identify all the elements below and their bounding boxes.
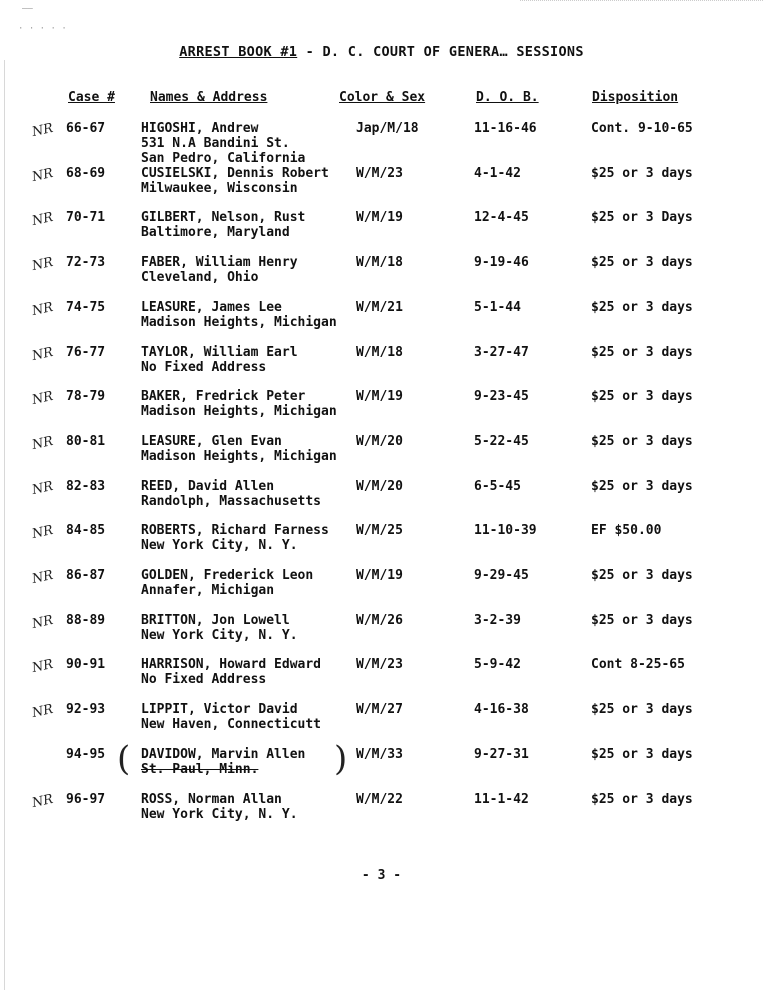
handwritten-nr-mark: NR — [30, 344, 55, 364]
scan-speck: · · · · · — [18, 24, 67, 34]
title-book: ARREST BOOK #1 — [179, 44, 298, 60]
address-line: No Fixed Address — [141, 359, 267, 375]
color-sex: Jap/M/18 — [356, 121, 419, 136]
page-top-edge — [520, 0, 763, 1]
color-sex: W/M/27 — [356, 702, 403, 718]
defendant-name: BRITTON, Jon Lowell — [141, 612, 290, 628]
date-of-birth: 5-1-44 — [474, 299, 521, 315]
disposition: $25 or 3 Days — [591, 210, 693, 226]
date-of-birth: 4-16-38 — [474, 702, 529, 718]
address-line: Milwaukee, Wisconsin — [141, 180, 298, 196]
name-address — [141, 613, 298, 643]
handwritten-nr-mark: NR — [30, 389, 55, 409]
defendant-name: HARRISON, Howard Edward — [141, 657, 322, 673]
name-address — [141, 121, 305, 166]
case-number: 82-83 — [66, 478, 106, 494]
name-address — [141, 210, 305, 240]
case-number: 86-87 — [66, 568, 106, 583]
defendant-name: GILBERT, Nelson, Rust — [141, 210, 306, 226]
table-row — [0, 300, 763, 342]
address-line: Annafer, Michigan — [141, 583, 275, 598]
case-number: 88-89 — [66, 612, 106, 628]
name-address — [141, 434, 337, 464]
name-address — [141, 702, 321, 732]
date-of-birth: 9-19-46 — [474, 255, 529, 271]
disposition: $25 or 3 days — [591, 612, 693, 628]
defendant-name: GOLDEN, Frederick Leon — [141, 568, 314, 583]
defendant-name: DAVIDOW, Marvin Allen — [141, 746, 306, 762]
table-row — [0, 345, 763, 387]
address-line: Madison Heights, Michigan — [141, 404, 337, 420]
color-sex: W/M/23 — [356, 657, 403, 673]
handwritten-nr-mark: NR — [30, 210, 55, 230]
name-address — [141, 523, 329, 553]
table-row — [0, 568, 763, 610]
name-address — [141, 255, 298, 285]
name-address — [141, 345, 298, 375]
disposition: $25 or 3 days — [591, 344, 693, 360]
case-number: 92-93 — [66, 702, 106, 718]
date-of-birth: 3-27-47 — [474, 344, 529, 360]
color-sex: W/M/25 — [356, 523, 403, 539]
scan-speck: —— — [22, 4, 33, 14]
handwritten-nr-mark: NR — [30, 478, 55, 498]
bracket-mark-left: ( — [117, 738, 131, 779]
date-of-birth: 9-23-45 — [474, 389, 529, 405]
case-number: 96-97 — [66, 791, 106, 807]
table-row — [0, 479, 763, 521]
header-colorsex: Color & Sex — [339, 90, 426, 105]
page-title — [0, 44, 763, 60]
color-sex: W/M/19 — [356, 389, 403, 405]
disposition: Cont. 9-10-65 — [591, 121, 693, 136]
table-row — [0, 120, 763, 166]
color-sex: W/M/23 — [356, 165, 403, 181]
date-of-birth: 5-9-42 — [474, 657, 521, 673]
disposition: $25 or 3 days — [591, 389, 693, 405]
address-line: New Haven, Connecticutt — [141, 717, 322, 733]
color-sex: W/M/18 — [356, 255, 403, 271]
name-address — [141, 300, 337, 330]
handwritten-nr-mark: NR — [30, 702, 55, 722]
defendant-name: FABER, William Henry — [141, 255, 298, 271]
handwritten-nr-mark: NR — [30, 791, 55, 811]
date-of-birth: 5-22-45 — [474, 433, 529, 449]
date-of-birth: 11-16-46 — [474, 121, 537, 136]
header-disposition: Disposition — [592, 90, 679, 105]
address-line: New York City, N. Y. — [141, 538, 298, 554]
handwritten-nr-mark: NR — [30, 255, 55, 275]
handwritten-nr-mark: NR — [30, 165, 55, 185]
defendant-name: BAKER, Fredrick Peter — [141, 389, 306, 405]
color-sex: W/M/20 — [356, 478, 403, 494]
date-of-birth: 9-27-31 — [474, 746, 529, 762]
table-row — [0, 166, 763, 208]
address-line: Madison Heights, Michigan — [141, 314, 337, 330]
address-line: St. Paul, Minn. — [141, 761, 259, 777]
table-row — [0, 657, 763, 699]
header-case: Case # — [68, 90, 115, 105]
bracket-mark-right: ) — [334, 738, 348, 779]
disposition: $25 or 3 days — [591, 433, 693, 449]
case-number: 76-77 — [66, 344, 106, 360]
date-of-birth: 3-2-39 — [474, 612, 521, 628]
case-number: 84-85 — [66, 523, 106, 539]
table-row — [0, 613, 763, 655]
address-line: New York City, N. Y. — [141, 627, 298, 643]
defendant-name: CUSIELSKI, Dennis Robert — [141, 165, 329, 181]
handwritten-nr-mark: NR — [30, 299, 55, 319]
name-address — [141, 747, 305, 777]
address-line: San Pedro, California — [141, 151, 306, 166]
address-line: New York City, N. Y. — [141, 806, 298, 822]
disposition: $25 or 3 days — [591, 702, 693, 718]
date-of-birth: 4-1-42 — [474, 165, 521, 181]
disposition: $25 or 3 days — [591, 746, 693, 762]
table-row — [0, 738, 763, 789]
color-sex: W/M/26 — [356, 612, 403, 628]
case-number: 94-95 — [66, 746, 106, 762]
address-line: Madison Heights, Michigan — [141, 448, 337, 464]
case-number: 68-69 — [66, 165, 106, 181]
disposition: $25 or 3 days — [591, 299, 693, 315]
date-of-birth: 11-10-39 — [474, 523, 537, 539]
handwritten-nr-mark: NR — [30, 120, 55, 141]
header-dob: D. O. B. — [476, 90, 539, 105]
name-address — [141, 166, 329, 196]
table-row — [0, 434, 763, 476]
handwritten-nr-mark: NR — [30, 567, 55, 588]
table-row — [0, 255, 763, 297]
name-address — [141, 389, 337, 419]
table-row — [0, 523, 763, 565]
page-number: - 3 - — [361, 868, 402, 883]
color-sex: W/M/33 — [356, 746, 403, 762]
disposition: $25 or 3 days — [591, 478, 693, 494]
disposition: $25 or 3 days — [591, 791, 693, 807]
defendant-name: ROSS, Norman Allan — [141, 791, 282, 807]
case-number: 80-81 — [66, 433, 106, 449]
disposition: EF $50.00 — [591, 523, 662, 539]
case-number: 66-67 — [66, 121, 106, 136]
defendant-name: HIGOSHI, Andrew — [141, 121, 259, 136]
disposition: $25 or 3 days — [591, 255, 693, 271]
name-address — [141, 568, 313, 598]
color-sex: W/M/20 — [356, 433, 403, 449]
handwritten-nr-mark: NR — [30, 523, 55, 543]
table-row — [0, 389, 763, 431]
case-number: 70-71 — [66, 210, 106, 226]
case-number: 74-75 — [66, 299, 106, 315]
date-of-birth: 12-4-45 — [474, 210, 529, 226]
address-line: Baltimore, Maryland — [141, 225, 290, 241]
date-of-birth: 11-1-42 — [474, 791, 529, 807]
defendant-name: TAYLOR, William Earl — [141, 344, 298, 360]
defendant-name: LEASURE, James Lee — [141, 299, 282, 315]
table-row — [0, 702, 763, 744]
address-line: Randolph, Massachusetts — [141, 493, 322, 509]
title-court: - D. C. COURT OF GENERA… SESSIONS — [297, 44, 584, 60]
name-address — [141, 792, 298, 822]
defendant-name: LIPPIT, Victor David — [141, 702, 298, 718]
case-number: 78-79 — [66, 389, 106, 405]
case-number: 72-73 — [66, 255, 106, 271]
defendant-name: ROBERTS, Richard Farness — [141, 523, 329, 539]
disposition: $25 or 3 days — [591, 165, 693, 181]
disposition: $25 or 3 days — [591, 568, 693, 583]
name-address — [141, 657, 321, 687]
date-of-birth: 6-5-45 — [474, 478, 521, 494]
name-address — [141, 479, 321, 509]
disposition: Cont 8-25-65 — [591, 657, 685, 673]
date-of-birth: 9-29-45 — [474, 568, 529, 583]
defendant-name: LEASURE, Glen Evan — [141, 433, 282, 449]
color-sex: W/M/19 — [356, 568, 403, 583]
handwritten-nr-mark: NR — [30, 612, 55, 632]
table-row — [0, 792, 763, 834]
defendant-name: REED, David Allen — [141, 478, 275, 494]
address-line: No Fixed Address — [141, 672, 267, 688]
color-sex: W/M/18 — [356, 344, 403, 360]
color-sex: W/M/22 — [356, 791, 403, 807]
color-sex: W/M/19 — [356, 210, 403, 226]
header-names: Names & Address — [150, 90, 268, 105]
case-number: 90-91 — [66, 657, 106, 673]
address-line: 531 N.A Bandini St. — [141, 136, 290, 151]
handwritten-nr-mark: NR — [30, 657, 55, 677]
color-sex: W/M/21 — [356, 299, 403, 315]
address-line: Cleveland, Ohio — [141, 270, 259, 286]
handwritten-nr-mark: NR — [30, 433, 55, 453]
table-row — [0, 210, 763, 252]
